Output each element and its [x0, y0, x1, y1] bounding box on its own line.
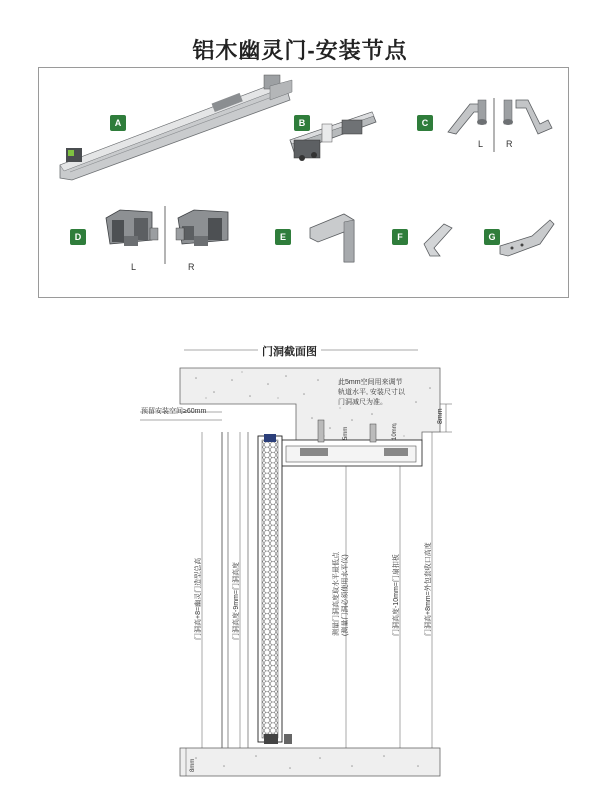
part-label-f: F — [392, 229, 408, 245]
part-label-d: D — [70, 229, 86, 245]
dim-vertical-3b: (测量门洞必须使用水平仪) — [342, 554, 349, 636]
part-d-right-tag: R — [188, 262, 195, 272]
part-c-right-tag: R — [506, 139, 513, 149]
part-label-c: C — [417, 115, 433, 131]
part-c-left-tag: L — [478, 139, 484, 149]
part-e-corner — [310, 214, 354, 262]
dim-vertical-1: 门洞高+8=幽灵门造型总高 — [195, 557, 202, 640]
dim-10mm: 10mm — [392, 423, 398, 440]
part-f-plate — [424, 224, 452, 256]
dim-vertical-2: 门洞高度-9mm=门洞高度 — [233, 562, 240, 640]
dim-vertical-4: 门洞高度-10mm=门扇扣板 — [393, 554, 400, 636]
part-g-angle — [500, 220, 554, 256]
reserve-space-label: 预留安装空间≥60mm — [141, 408, 207, 415]
part-d-left-tag: L — [131, 262, 137, 272]
page-title: 铝木幽灵门-安装节点 — [192, 38, 408, 63]
section-title: 门洞截面图 — [258, 343, 321, 359]
part-label-a: A — [110, 115, 126, 131]
adjust-note-line-3: 门洞减尺为准。 — [338, 399, 387, 406]
adjust-note-line-1: 此5mm空间用来调节 — [338, 379, 403, 386]
dim-8mm-top: 8mm — [437, 408, 444, 424]
dim-vertical-5: 门洞高+8mm=外包套收口高度 — [425, 542, 432, 636]
part-label-g: G — [484, 229, 500, 245]
dim-8mm-bottom: 8mm — [190, 758, 196, 772]
part-c-brackets — [448, 98, 552, 152]
part-label-b: B — [294, 115, 310, 131]
part-label-e: E — [275, 229, 291, 245]
dim-5mm: 5mm — [343, 426, 349, 440]
adjust-note — [338, 378, 405, 408]
dim-vertical-3: 测量门洞高度取水平最低点 — [333, 552, 340, 636]
part-d-guides — [106, 206, 228, 264]
part-a-track — [60, 75, 292, 180]
adjust-note-line-2: 轨道水平, 安装尺寸以 — [338, 389, 405, 396]
